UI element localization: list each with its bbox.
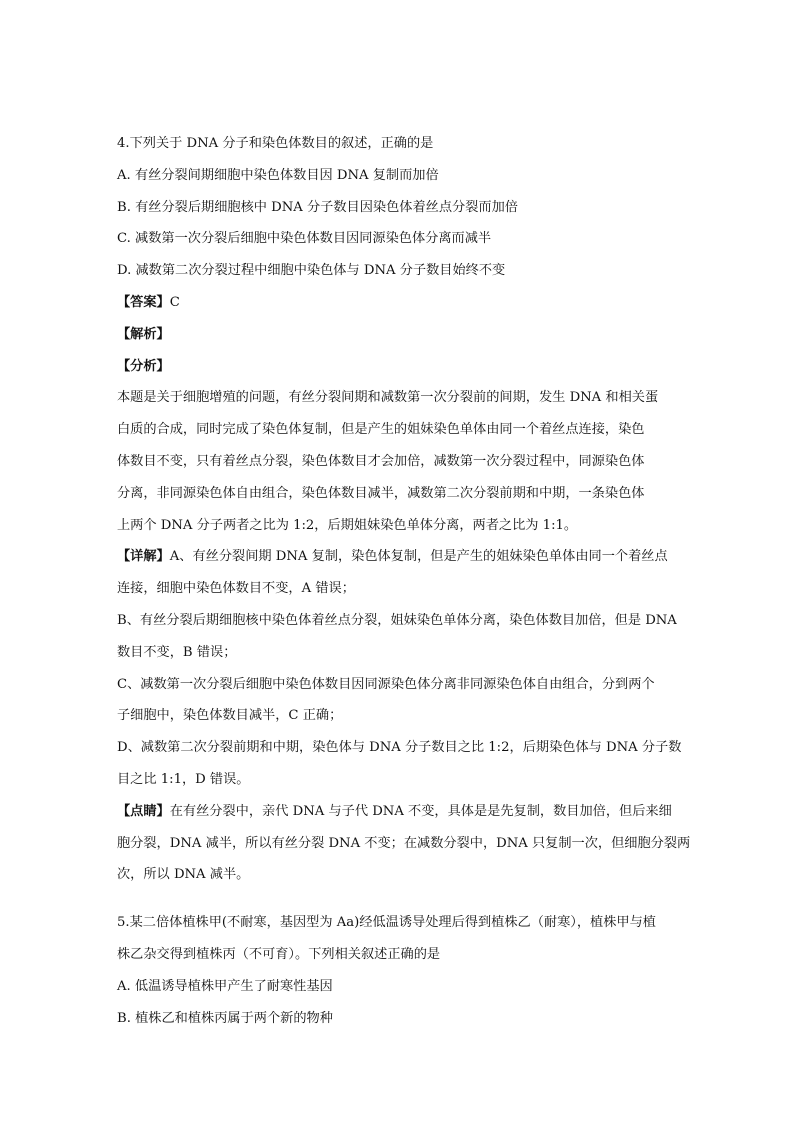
dianjing-line: 胞分裂，DNA 减半，所以有丝分裂 DNA 不变；在减数分裂中，DNA 只复制一次，但细胞分裂两 <box>117 835 691 851</box>
fenxi-heading <box>117 354 689 380</box>
detail-line: D、减数第二次分裂前期和中期，染色体与 DNA 分子数目之比 1:2，后期染色体与 DNA 分子数 <box>117 740 682 756</box>
question-gap <box>117 894 689 910</box>
answer-value: C <box>169 294 180 310</box>
detail-line <box>117 544 689 570</box>
fenxi-line: 分离，非同源染色体自由组合，染色体数目减半，减数第二次分裂前期和中期，一条染色体 <box>117 485 645 501</box>
fenxi-label: 【分析】 <box>117 358 170 374</box>
question-4-option-d: D. 减数第二次分裂过程中细胞中染色体与 DNA 分子数目始终不变 <box>117 263 506 279</box>
detail-line: B、有丝分裂后期细胞核中染色体着丝点分裂，姐妹染色单体分离，染色体数目加倍，但是 DNA <box>117 612 677 628</box>
dianjing-line: 次，所以 DNA 减半。 <box>117 867 250 883</box>
question-5-option-b: B. 植株乙和植株丙属于两个新的物种 <box>117 1010 333 1026</box>
question-4-option-b: B. 有丝分裂后期细胞核中 DNA 分子数目因染色体着丝点分裂而加倍 <box>117 199 518 215</box>
question-5-stem: 5.某二倍体植株甲(不耐寒，基因型为 Aa)经低温诱导处理后得到植株乙（耐寒），植株甲与植 <box>117 915 656 931</box>
question-4-stem: 4.下列关于 DNA 分子和染色体数目的叙述，正确的是 <box>117 136 434 151</box>
fenxi-line: 体数目不变，只有着丝点分裂，染色体数目才会加倍，减数第一次分裂过程中，同源染色体 <box>117 453 645 469</box>
answer-label: 【答案】 <box>117 294 170 310</box>
detail-line: 数目不变，B 错误； <box>117 644 237 660</box>
question-4-option-c: C. 减数第一次分裂后细胞中染色体数目因同源染色体分离而减半 <box>117 231 492 247</box>
detail-line: C、减数第一次分裂后细胞中染色体数目因同源染色体分离非同源染色体自由组合，分到两个 <box>117 676 655 692</box>
analysis-heading <box>117 322 689 348</box>
detail-line: 连接，细胞中染色体数目不变，A 错误； <box>117 581 355 597</box>
document-content <box>117 131 689 1037</box>
fenxi-line: 本题是关于细胞增殖的问题，有丝分裂间期和减数第一次分裂前的间期，发生 DNA 和相关蛋 <box>117 390 659 406</box>
analysis-label: 【解析】 <box>117 326 170 342</box>
fenxi-line: 上两个 DNA 分子两者之比为 1:2，后期姐妹染色单体分离，两者之比为 1:1。 <box>117 517 578 533</box>
detail-line: 子细胞中，染色体数目减半，C 正确； <box>117 708 343 724</box>
dianjing-label: 【点睛】 <box>117 803 170 819</box>
fenxi-line: 白质的合成，同时完成了染色体复制，但是产生的姐妹染色单体由同一个着丝点连接，染色 <box>117 422 645 438</box>
question-5-option-a: A. 低温诱导植株甲产生了耐寒性基因 <box>117 978 333 994</box>
question-5-stem: 株乙杂交得到植株丙（不可育）。下列相关叙述正确的是 <box>117 946 441 962</box>
detail-text: A、有丝分裂间期 DNA 复制，染色体复制，但是产生的姐妹染色单体由同一个着丝点 <box>169 549 668 565</box>
question-4-option-a: A. 有丝分裂间期细胞中染色体数目因 DNA 复制而加倍 <box>117 167 439 183</box>
dianjing-text: 在有丝分裂中，亲代 DNA 与子代 DNA 不变，具体是是先复制，数目加倍，但后来细 <box>169 803 672 819</box>
detail-label: 【详解】 <box>117 549 170 565</box>
dianjing-line <box>117 799 689 825</box>
answer-line <box>117 290 689 316</box>
detail-line: 目之比 1:1，D 错误。 <box>117 771 250 787</box>
